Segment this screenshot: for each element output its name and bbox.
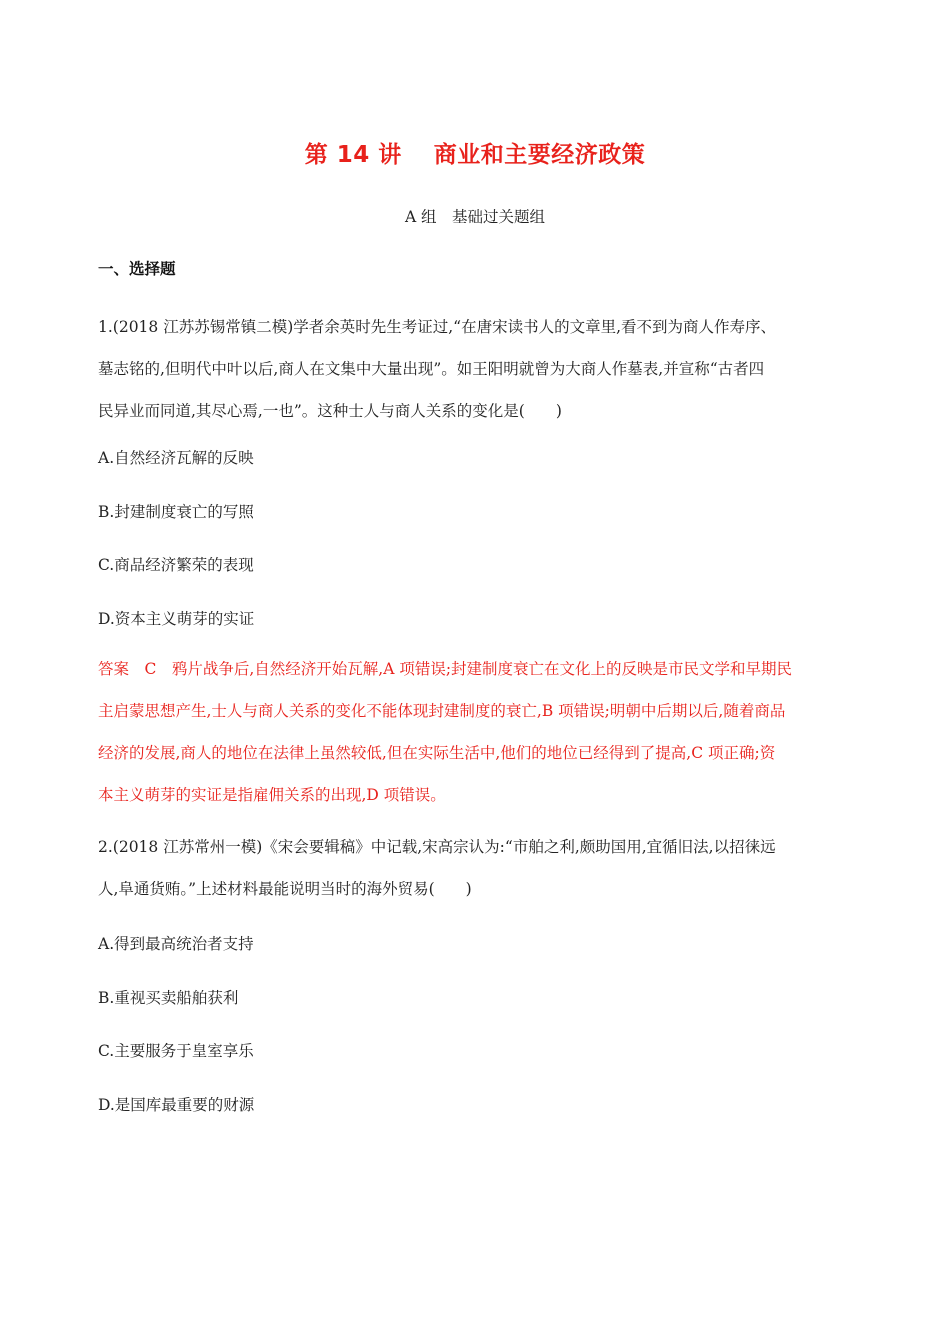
question-2-option-c: C.主要服务于皇室享乐 — [98, 1042, 254, 1060]
question-1-stem — [98, 306, 853, 432]
question-2-stem — [98, 826, 853, 910]
answer-line: 经济的发展,商人的地位在法律上虽然较低,但在实际生活中,他们的地位已经得到了提高,C 项正确;资 — [98, 744, 776, 762]
question-1-stem-line: 墓志铭的,但明代中叶以后,商人在文集中大量出现”。如王阳明就曾为大商人作墓表,并宣称“古者四 — [98, 360, 765, 378]
group-heading: A 组 基础过关题组 — [404, 208, 546, 226]
question-1-option-c: C.商品经济繁荣的表现 — [98, 556, 254, 574]
answer-line: 主启蒙思想产生,士人与商人关系的变化不能体现封建制度的衰亡,B 项错误;明朝中后期以后,随着商品 — [98, 702, 786, 720]
question-1-answer — [98, 648, 853, 816]
answer-line: 本主义萌芽的实证是指雇佣关系的出现,D 项错误。 — [98, 786, 446, 804]
question-2-option-a: A.得到最高统治者支持 — [98, 935, 254, 953]
question-2-stem-line: 2.(2018 江苏常州一模)《宋会要辑稿》中记载,宋高宗认为:“市舶之利,颇助国用,宜循旧法,以招徕远 — [98, 838, 776, 856]
page-title: 第 14 讲 商业和主要经济政策 — [304, 142, 646, 168]
question-1-stem-line: 民异业而同道,其尽心焉,一也”。这种士人与商人关系的变化是( ) — [98, 402, 562, 420]
question-1-option-d: D.资本主义萌芽的实证 — [98, 610, 255, 628]
answer-line: 答案 C 鸦片战争后,自然经济开始瓦解,A 项错误;封建制度衰亡在文化上的反映是市民文学和早期民 — [98, 660, 793, 678]
question-2-stem-line: 人,阜通货贿。”上述材料最能说明当时的海外贸易( ) — [98, 880, 472, 898]
section-heading: 一、选择题 — [98, 260, 176, 278]
question-2-option-b: B.重视买卖船舶获利 — [98, 989, 239, 1007]
question-1-stem-line: 1.(2018 江苏苏锡常镇二模)学者余英时先生考证过,“在唐宋读书人的文章里,看不到为商人作寿序、 — [98, 318, 777, 336]
question-1-option-a: A.自然经济瓦解的反映 — [98, 449, 254, 467]
question-2-option-d: D.是国库最重要的财源 — [98, 1096, 255, 1114]
question-1-option-b: B.封建制度衰亡的写照 — [98, 503, 254, 521]
